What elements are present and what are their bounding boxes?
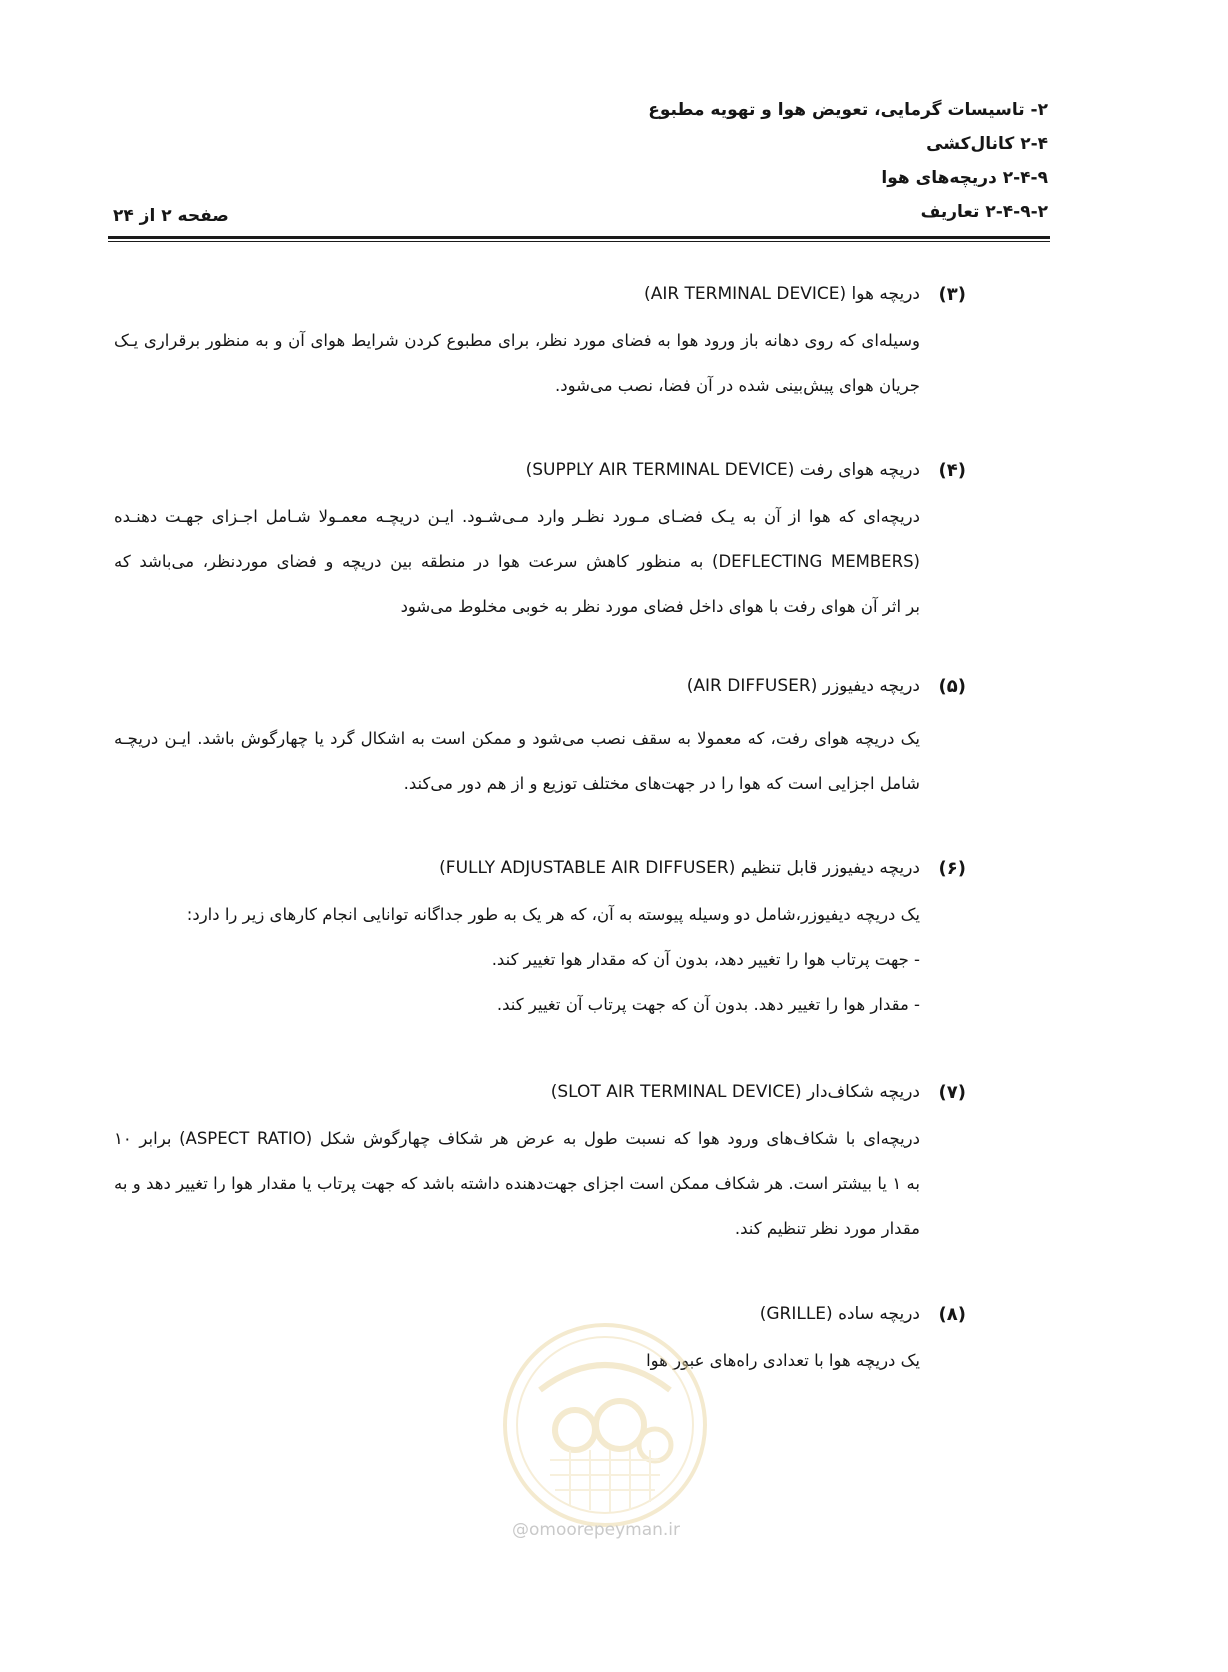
paragraph-line: (DEFLECTING MEMBERS) به منظور کاهش سرعت هوا در منطقه بین دریچه و فضای موردنظر، می‌باشد که	[114, 552, 920, 571]
section-number: (۵)	[938, 676, 966, 697]
watermark-url: @omoorepeyman.ir	[512, 1520, 681, 1540]
paragraph-line: یک دریچه هوا با تعدادی راه‌های عبور هوا	[646, 1351, 920, 1370]
paragraph-line: مقدار مورد نظر تنظیم کند.	[734, 1219, 920, 1238]
section-title: دریچه دیفیوزر (AIR DIFFUSER)	[686, 676, 920, 696]
header-section: ۲-۴ کانال‌کشی	[926, 134, 1048, 154]
header-topic: ۲-۴-۹-۲ تعاریف	[920, 202, 1048, 222]
page-number: صفحه ۲ از ۲۴	[113, 206, 229, 226]
section-paragraph	[114, 318, 920, 408]
paragraph-line: دریچه‌ای که هوا از آن به یـک فضـای مـورد نظـر وارد مـی‌شـود. ایـن دریچـه معمـولا شـامل اجـزای جهـت دهنـده	[114, 507, 920, 526]
section-title: دریچه دیفیوزر قابل تنظیم (FULLY ADJUSTABLE AIR DIFFUSER)	[439, 858, 920, 878]
section-paragraph	[114, 494, 920, 629]
list-item: - جهت پرتاب هوا را تغییر دهد، بدون آن که مقدار هوا تغییر کند.	[491, 950, 920, 969]
paragraph-line: یک دریچه هوای رفت، که معمولا به سقف نصب می‌شود و ممکن است به اشکال گرد یا چهارگوش باشد. ایـن دریچـه	[114, 729, 920, 748]
watermark-logo	[500, 1320, 710, 1530]
paragraph-line: به ۱ یا بیشتر است. هر شکاف ممکن است اجزای جهت‌دهنده داشته باشد که جهت پرتاب یا مقدار هوا را تغییر دهد و به	[114, 1174, 920, 1193]
section-title: دریچه هوا (AIR TERMINAL DEVICE)	[644, 284, 920, 304]
list-item: - مقدار هوا را تغییر دهد. بدون آن که جهت پرتاب آن تغییر کند.	[496, 995, 920, 1014]
section-paragraph	[114, 1116, 920, 1251]
header-divider-thick	[108, 236, 1050, 239]
section-number: (۴)	[938, 460, 966, 481]
section-number: (۸)	[938, 1304, 966, 1325]
paragraph-line: شامل اجزایی است که هوا را در جهت‌های مختلف توزیع و از هم دور می‌کند.	[403, 774, 920, 793]
paragraph-line: دریچه‌ای با شکاف‌های ورود هوا که نسبت طول به عرض هر شکاف چهارگوش شکل (ASPECT RATIO) برابر ۱۰	[114, 1129, 920, 1148]
section-title: دریچه ساده (GRILLE)	[759, 1304, 920, 1324]
section-number: (۶)	[938, 858, 966, 879]
section-paragraph	[114, 716, 920, 806]
section-paragraph	[114, 892, 920, 1027]
paragraph-line: یک دریچه دیفیوزر،شامل دو وسیله پیوسته به آن، که هر یک به طور جداگانه توانایی انجام کارهای زیر را دارد:	[186, 905, 920, 924]
section-number: (۳)	[938, 284, 966, 305]
section-title: دریچه هوای رفت (SUPPLY AIR TERMINAL DEVICE)	[525, 460, 920, 480]
section-title: دریچه شکاف‌دار (SLOT AIR TERMINAL DEVICE)	[550, 1082, 920, 1102]
header-divider-thin	[108, 241, 1050, 242]
header-subsection: ۲-۴-۹ دریچه‌های هوا	[881, 168, 1048, 188]
paragraph-line: جریان هوای پیش‌بینی شده در آن فضا، نصب می‌شود.	[555, 376, 920, 395]
paragraph-line: وسیله‌ای که روی دهانه باز ورود هوا به فضای مورد نظر، برای مطبوع کردن شرایط هوای آن و به منظور برقراری یـک	[114, 331, 920, 350]
header-chapter: ۲- تاسیسات گرمایی، تعویض هوا و تهویه مطبوع	[648, 100, 1048, 120]
paragraph-line: بر اثر آن هوای رفت با هوای داخل فضای مورد نظر به خوبی مخلوط می‌شود	[400, 597, 920, 616]
section-number: (۷)	[938, 1082, 966, 1103]
